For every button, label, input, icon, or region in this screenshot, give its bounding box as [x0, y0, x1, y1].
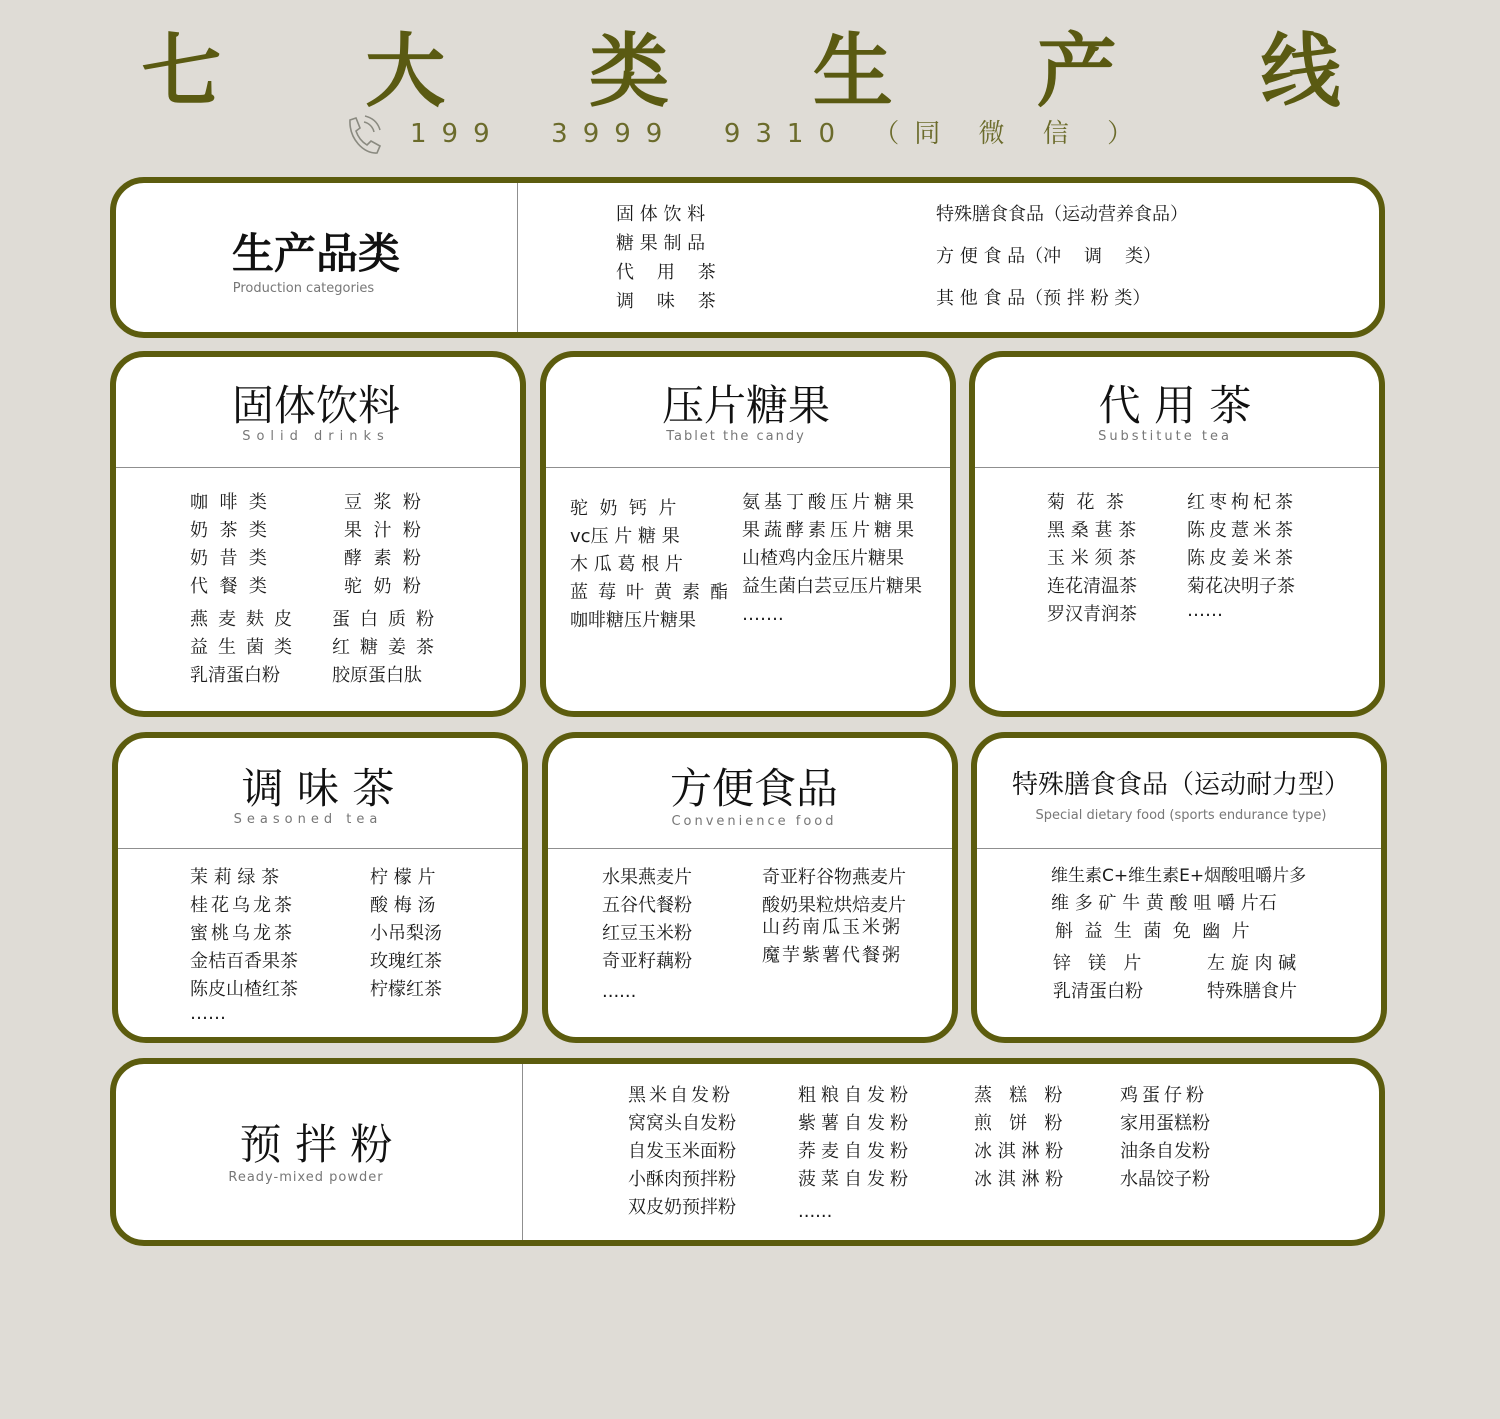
premixed-col2-0: 粗粮自发粉 — [798, 1085, 913, 1106]
tablet-col2-3: 益生菌白芸豆压片糖果 — [742, 576, 922, 597]
tablet-col1-2: 木 瓜 葛 根 片 — [570, 554, 683, 575]
subtea-col2-3: 菊花决明子茶 — [1187, 576, 1295, 597]
page-title: 七 大 类 生 产 线 — [141, 25, 1399, 118]
categories-col2-0: 特殊膳食食品（运动营养食品） — [936, 204, 1188, 225]
premixed-title: 预 拌 粉 — [239, 1120, 393, 1169]
seasoned-col1-2: 蜜桃乌龙茶 — [190, 923, 295, 944]
seasoned-col2-2: 小吊梨汤 — [370, 923, 442, 944]
solid-drinks-title: 固体饮料 — [231, 381, 400, 430]
convenience-food-title: 方便食品 — [669, 764, 838, 813]
premixed-col4-3: 水晶饺子粉 — [1120, 1169, 1210, 1190]
subtea-col2-4: …… — [1187, 600, 1223, 621]
seasoned-col2-0: 柠 檬 片 — [370, 867, 436, 888]
solid-col2-3: 驼 奶 粉 — [344, 576, 421, 597]
solid-col1-0: 咖 啡 类 — [190, 492, 267, 513]
premixed-powder-box — [110, 1058, 1385, 1246]
seasoned-col1-0: 茉 莉 绿 茶 — [190, 867, 280, 888]
tablet-col2-0: 氨基丁酸压片糖果 — [742, 492, 918, 513]
tablet-col2-1: 果蔬酵素压片糖果 — [742, 520, 918, 541]
premixed-col1-4: 双皮奶预拌粉 — [628, 1197, 736, 1218]
tablet-candy-box — [540, 351, 956, 717]
premixed-col1-3: 小酥肉预拌粉 — [628, 1169, 736, 1190]
premixed-col3-3: 冰 淇 淋 粉 — [974, 1169, 1064, 1190]
solid-col3-0: 燕麦麸皮 — [190, 609, 302, 630]
solid-drinks-subtitle: Solid drinks — [242, 429, 390, 444]
subtea-col1-2: 玉 米 须 茶 — [1047, 548, 1137, 569]
special-col2-1: 特殊膳食片 — [1207, 981, 1297, 1002]
special-line-2: 斛 益 生 菌 免 幽 片 — [1055, 921, 1250, 942]
phone-icon — [340, 112, 386, 158]
categories-title: 生产品类 — [231, 229, 400, 278]
premixed-col2-1: 紫薯自发粉 — [798, 1113, 913, 1134]
categories-col1-2: 代 用 茶 — [616, 262, 716, 283]
special-line-0: 维生素C+维生素E+烟酸咀嚼片多 — [1051, 866, 1307, 886]
tablet-col1-1: vc压 片 糖 果 — [570, 526, 680, 547]
substitute-tea-title: 代 用 茶 — [1098, 381, 1252, 430]
solid-col3-2: 乳清蛋白粉 — [190, 665, 280, 686]
premixed-col1-0: 黑米自发粉 — [628, 1085, 733, 1106]
premixed-col4-2: 油条自发粉 — [1120, 1141, 1210, 1162]
special-food-title: 特殊膳食食品（运动耐力型） — [1011, 770, 1350, 800]
premixed-col3-1: 煎 饼 粉 — [974, 1113, 1063, 1134]
solid-col2-2: 酵 素 粉 — [344, 548, 421, 569]
seasoned-col2-3: 玫瑰红茶 — [370, 951, 442, 972]
solid-col1-3: 代 餐 类 — [190, 576, 267, 597]
special-col1-0: 锌 镁 片 — [1053, 953, 1142, 974]
conv-col1-4: ...... — [602, 981, 637, 1002]
solid-col3-1: 益生菌类 — [190, 637, 302, 658]
solid-drinks-box — [110, 351, 526, 717]
conv-col2-1: 酸奶果粒烘焙麦片 — [762, 895, 906, 916]
conv-col1-0: 水果燕麦片 — [602, 867, 692, 888]
premixed-col3-2: 冰 淇 淋 粉 — [974, 1141, 1064, 1162]
premixed-subtitle: Ready-mixed powder — [228, 1170, 384, 1185]
special-col2-0: 左 旋 肉 碱 — [1207, 953, 1297, 974]
seasoned-tea-subtitle: Seasoned tea — [233, 812, 383, 827]
phone-number: 199 3999 9310 （同 微 信 ） — [410, 119, 1149, 149]
conv-col2-0: 奇亚籽谷物燕麦片 — [762, 867, 906, 888]
subtea-col1-1: 黑 桑 葚 茶 — [1047, 520, 1137, 541]
solid-col1-1: 奶 茶 类 — [190, 520, 267, 541]
special-line-1: 维 多 矿 牛 黄 酸 咀 嚼 片石 — [1051, 893, 1277, 914]
solid-col4-2: 胶原蛋白肽 — [332, 665, 422, 686]
premixed-col1-1: 窝窝头自发粉 — [628, 1113, 736, 1134]
tablet-col1-0: 驼 奶 钙 片 — [570, 498, 677, 519]
subtea-col2-2: 陈皮姜米茶 — [1187, 548, 1297, 569]
premixed-col2-3: 菠菜自发粉 — [798, 1169, 913, 1190]
tablet-col1-3: 蓝莓叶黄素酯 — [570, 582, 738, 603]
tablet-candy-subtitle: Tablet the candy — [666, 429, 806, 444]
premixed-col2-4: ...... — [798, 1201, 833, 1222]
solid-col2-1: 果 汁 粉 — [344, 520, 421, 541]
premixed-col3-0: 蒸 糕 粉 — [974, 1085, 1063, 1106]
convenience-food-box — [542, 732, 958, 1043]
premixed-col2-2: 荞麦自发粉 — [798, 1141, 913, 1162]
categories-col2-2: 其 他 食 品（预 拌 粉 类） — [936, 288, 1151, 309]
seasoned-col2-4: 柠檬红茶 — [370, 979, 442, 1000]
subtea-col1-0: 菊 花 茶 — [1047, 492, 1124, 513]
subtea-col2-0: 红枣枸杞茶 — [1187, 492, 1297, 513]
seasoned-col1-1: 桂花乌龙茶 — [190, 895, 295, 916]
substitute-tea-subtitle: Substitute tea — [1098, 429, 1232, 444]
seasoned-col1-5: …… — [190, 1003, 226, 1024]
conv-col2-3: 魔芋紫薯代餐粥 — [762, 945, 902, 966]
categories-col2-1: 方 便 食 品（冲 调 类） — [936, 246, 1161, 267]
tablet-col2-4: ……. — [742, 604, 784, 625]
subtea-col1-4: 罗汉青润茶 — [1047, 604, 1137, 625]
premixed-col1-2: 自发玉米面粉 — [628, 1141, 736, 1162]
categories-col1-3: 调 味 茶 — [616, 291, 716, 312]
seasoned-tea-title: 调 味 茶 — [241, 764, 395, 813]
premixed-col4-1: 家用蛋糕粉 — [1120, 1113, 1210, 1134]
conv-col1-2: 红豆玉米粉 — [602, 923, 692, 944]
premixed-col4-0: 鸡蛋仔粉 — [1120, 1085, 1208, 1106]
tablet-col2-2: 山楂鸡内金压片糖果 — [742, 548, 904, 569]
categories-box — [110, 177, 1385, 338]
solid-col1-2: 奶 昔 类 — [190, 548, 267, 569]
conv-col1-3: 奇亚籽藕粉 — [602, 951, 692, 972]
tablet-candy-title: 压片糖果 — [661, 381, 830, 430]
conv-col1-1: 五谷代餐粉 — [602, 895, 692, 916]
special-col1-1: 乳清蛋白粉 — [1053, 981, 1143, 1002]
special-food-box — [971, 732, 1387, 1043]
special-food-subtitle: Special dietary food (sports endurance type) — [1035, 808, 1327, 823]
substitute-tea-box — [969, 351, 1385, 717]
seasoned-col1-4: 陈皮山楂红茶 — [190, 979, 298, 1000]
seasoned-col2-1: 酸 梅 汤 — [370, 895, 436, 916]
categories-col1-1: 糖 果 制 品 — [616, 233, 706, 254]
solid-col4-0: 蛋白质粉 — [332, 609, 444, 630]
seasoned-tea-box — [112, 732, 528, 1043]
convenience-food-subtitle: Convenience food — [671, 814, 837, 829]
subtea-col2-1: 陈皮薏米茶 — [1187, 520, 1297, 541]
solid-col4-1: 红糖姜茶 — [332, 637, 444, 658]
solid-col2-0: 豆 浆 粉 — [344, 492, 421, 513]
seasoned-col1-3: 金桔百香果茶 — [190, 951, 298, 972]
tablet-col1-4: 咖啡糖压片糖果 — [570, 610, 696, 631]
conv-col2-2: 山药南瓜玉米粥 — [762, 917, 902, 938]
categories-subtitle: Production categories — [232, 281, 375, 296]
categories-col1-0: 固 体 饮 料 — [616, 204, 706, 225]
subtea-col1-3: 连花清温茶 — [1047, 576, 1137, 597]
